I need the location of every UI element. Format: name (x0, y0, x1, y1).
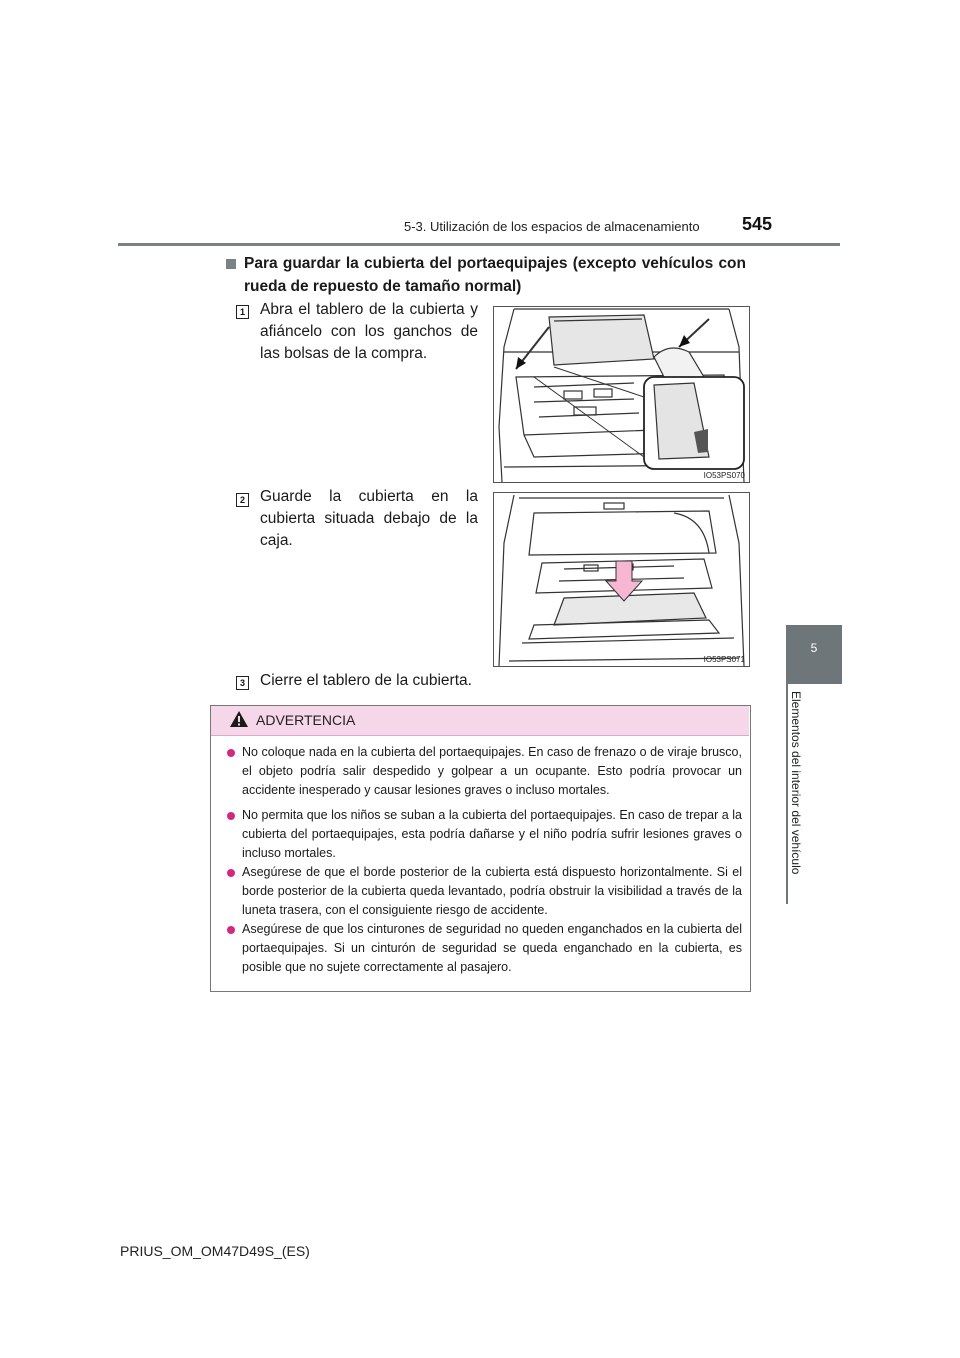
step-text-2: Guarde la cubierta en la cubierta situada debajo de la caja. (260, 488, 478, 549)
step-number-3: 3 (236, 676, 249, 690)
section-title: 5-3. Utilización de los espacios de almacenamiento (404, 219, 700, 234)
warning-bullet-icon (227, 926, 235, 934)
heading-square-bullet-icon (226, 259, 236, 269)
warning-bullet-icon (227, 869, 235, 877)
document-code-footer: PRIUS_OM_OM47D49S_(ES) (120, 1243, 310, 1259)
figure-open-cover (493, 306, 750, 483)
cargo-store-illustration (494, 493, 749, 666)
step-text-3: Cierre el tablero de la cubierta. (260, 672, 472, 689)
warning-item-3: Asegúrese de que el borde posterior de la cubierta está dispuesto horizontalmente. Si el borde posterior de la cubierta queda levantado, podría obstruir la visibilidad a través de la luneta trasera, con el consiguiente riesgo de accidente. (242, 865, 742, 917)
chapter-number: 5 (810, 641, 818, 655)
figure-code-1: IO53PS070 (703, 471, 745, 480)
section-heading: Para guardar la cubierta del portaequipajes (excepto vehículos con rueda de repuesto de tamaño normal) (244, 255, 746, 295)
warning-triangle-icon (229, 710, 249, 728)
cargo-open-illustration (494, 307, 749, 482)
warning-bullet-icon (227, 812, 235, 820)
warning-item-2: No permita que los niños se suban a la cubierta del portaequipajes. En caso de trepar a la cubierta del portaequipajes, esta podría dañarse y el niño podría sufrir lesiones graves o incluso mortales. (242, 808, 742, 860)
page-number: 545 (742, 214, 773, 234)
warning-title: ADVERTENCIA (256, 712, 356, 728)
header-rule (118, 243, 840, 246)
step-number-2: 2 (236, 493, 249, 507)
chapter-label: Elementos del interior del vehículo (789, 691, 803, 875)
step-text-1: Abra el tablero de la cubierta y afiáncelo con los ganchos de las bolsas de la compra. (260, 301, 478, 362)
figure-store-cover (493, 492, 750, 667)
figure-code-2: IO53PS071 (703, 655, 745, 664)
warning-bullet-icon (227, 749, 235, 757)
warning-item-4: Asegúrese de que los cinturones de seguridad no queden enganchados en la cubierta del portaequipajes. Si un cinturón de seguridad se queda enganchado en la cubierta, es posible que no sujete correctamente al pasajero. (242, 922, 742, 974)
warning-item-1: No coloque nada en la cubierta del portaequipajes. En caso de frenazo o de viraje brusco, el objeto podría salir despedido y golpear a un ocupante. Esto podría provocar un accidente inesperado y causar lesiones graves o incluso mortales. (242, 745, 742, 797)
step-number-1: 1 (236, 305, 249, 319)
